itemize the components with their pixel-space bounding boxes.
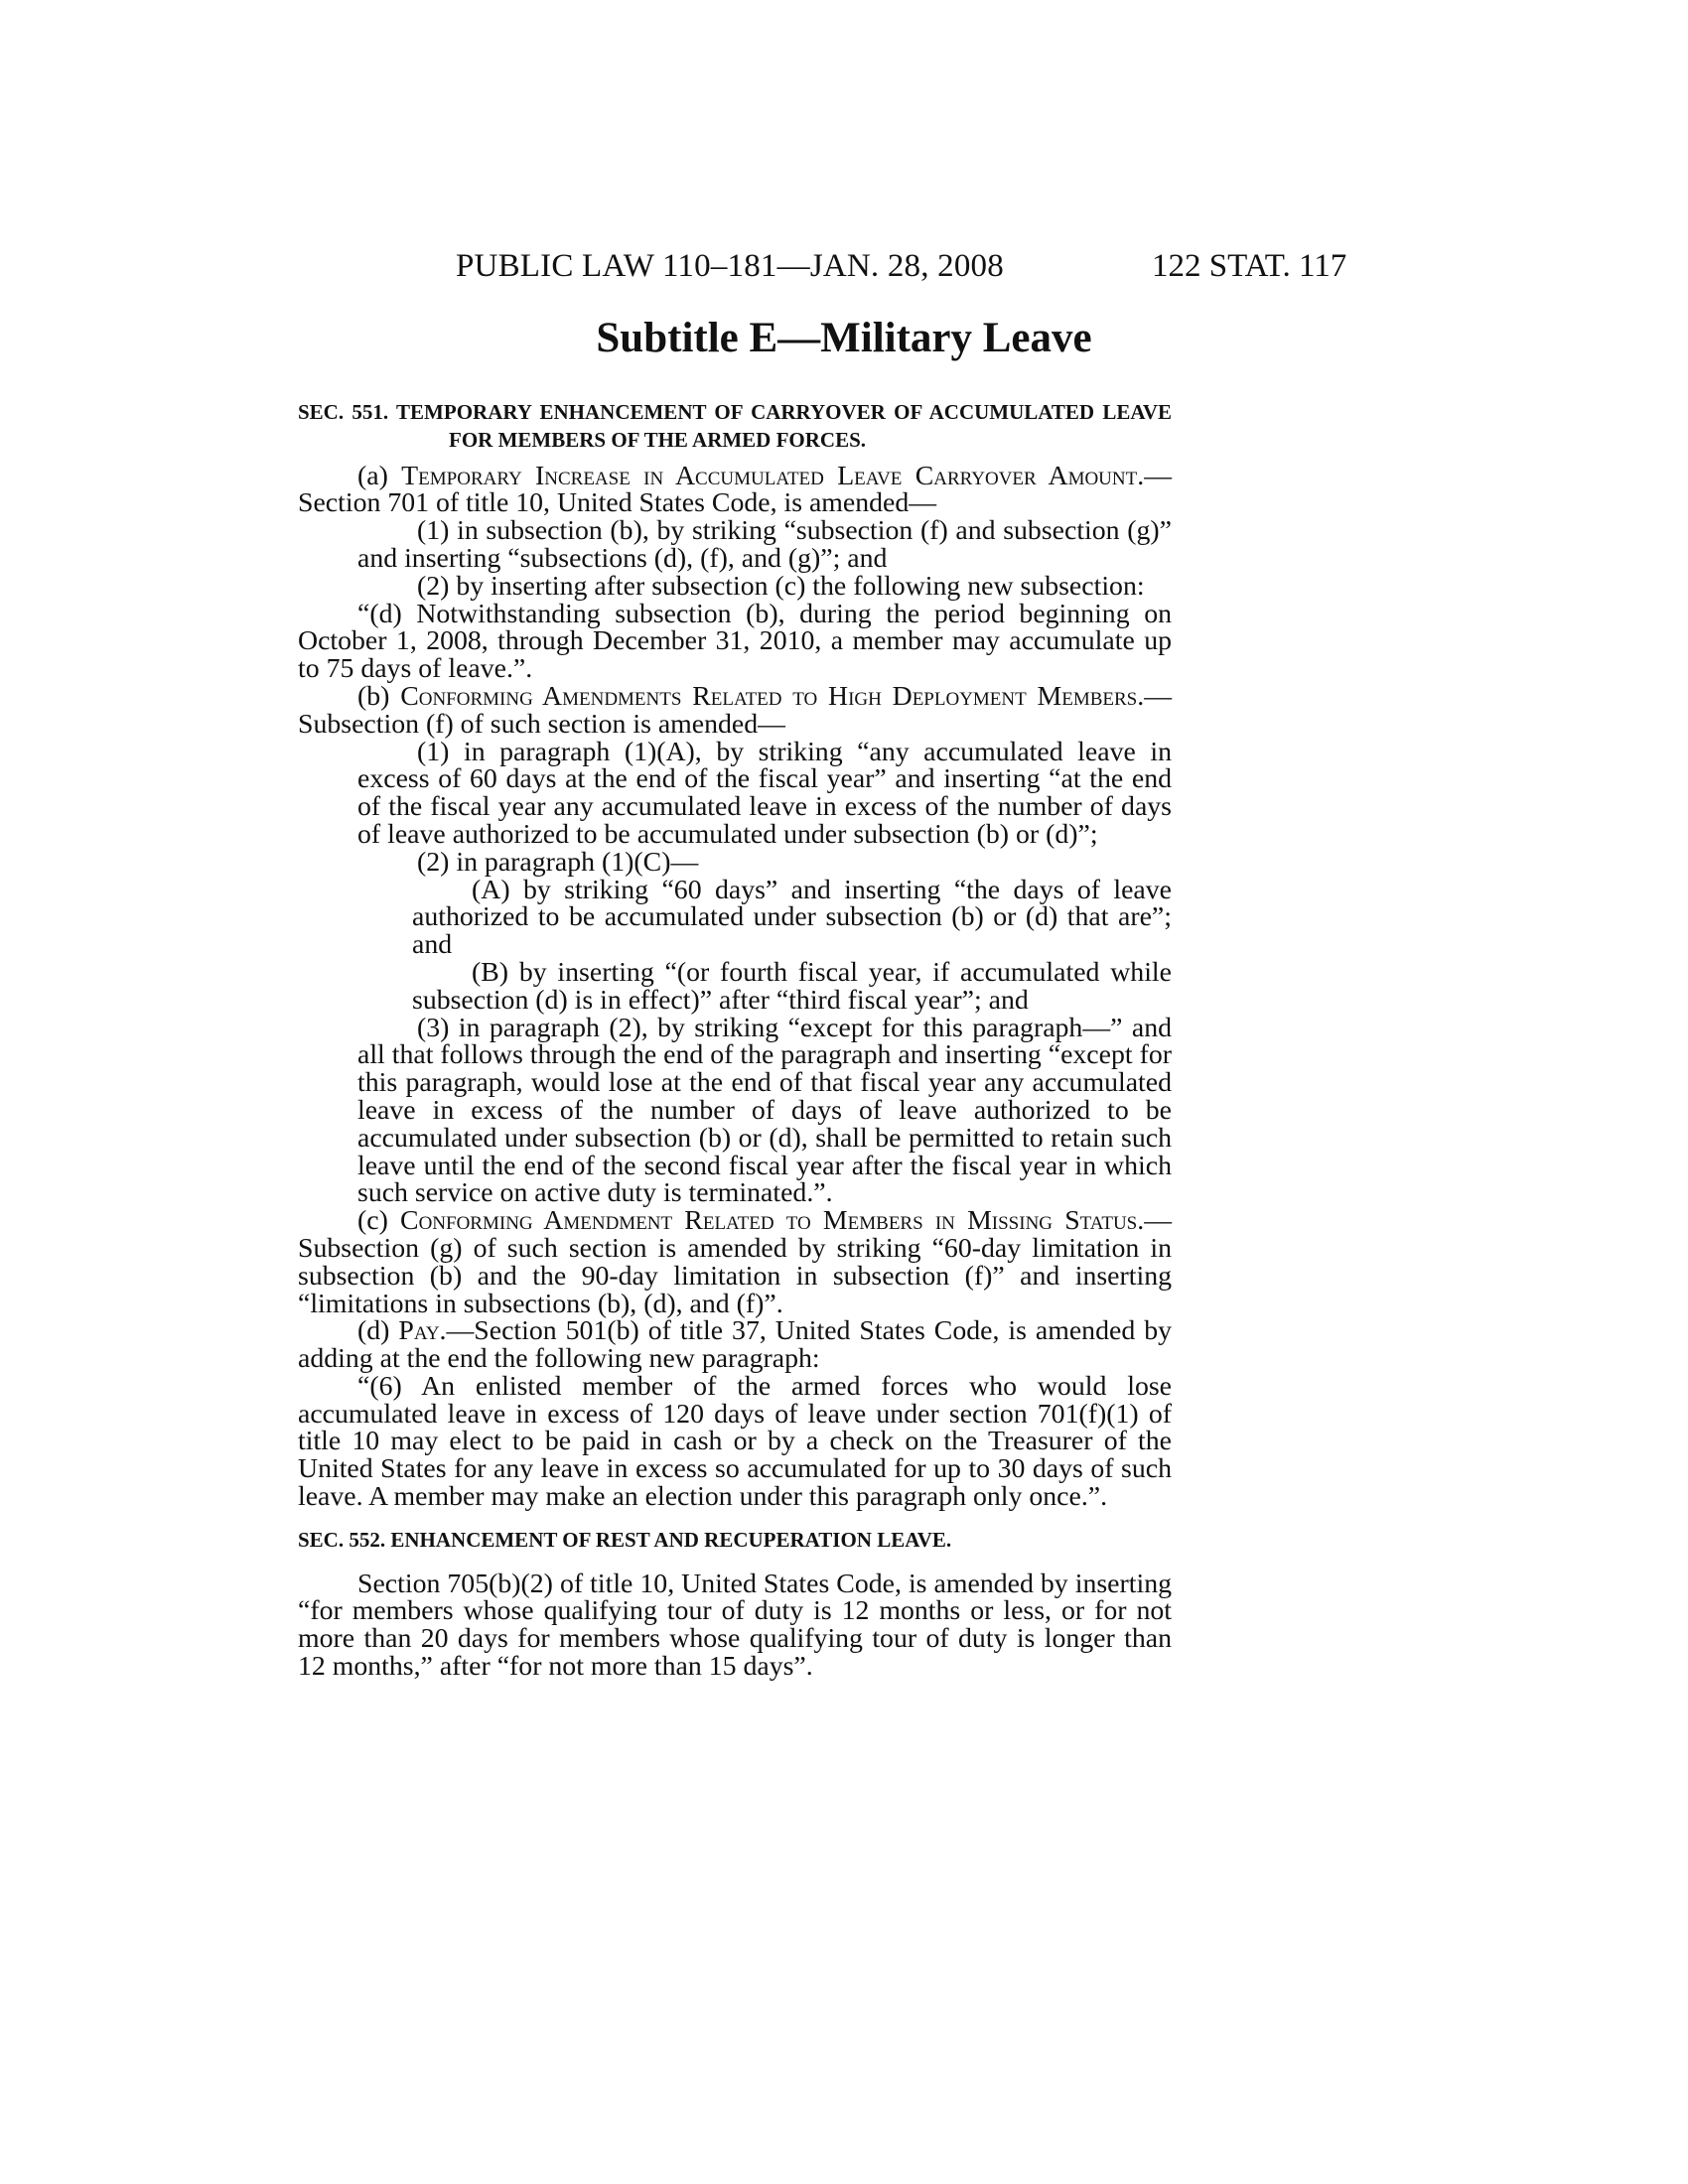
subparagraph-b2A: (A) by striking “60 days” and inserting “the days of leave authorized to be accumulated under subsection (b) or (d) that are”; and: [412, 874, 1172, 961]
subsection-a: (a) Temporary Increase in Accumulated Leave Carryover Amount.—Section 701 of title 10, United States Code, is amended—: [298, 460, 1172, 519]
paragraph-b3: (3) in paragraph (2), by striking “except for this paragraph—” and all that follows through the end of the paragraph and inserting “except for this paragraph, would lose at the end of that fiscal year any accumulated leave in excess of the number of days of leave authorized to be accumulated under subsection (b) or (d), shall be permitted to retain such leave until the end of the second fiscal year after the fiscal year in which such service on active duty is terminated.”.: [357, 1012, 1172, 1209]
subsection-c-caption: Conforming Amendment Related to Members in Missing Status.: [400, 1205, 1145, 1237]
subsection-d: (d) Pay.—Section 501(b) of title 37, United States Code, is amended by adding at the end the following new paragraph:: [298, 1315, 1172, 1375]
paragraph-b1: (1) in paragraph (1)(A), by striking “any accumulated leave in excess of 60 days at the end of the fiscal year” and inserting “at the end of the fiscal year any accumulated leave in excess of the number of days of leave authorized to be accumulated under subsection (b) or (d)”;: [357, 736, 1172, 850]
paragraph-b2: (2) in paragraph (1)(C)—: [417, 846, 699, 878]
section-552-text: Section 705(b)(2) of title 10, United States Code, is amended by inserting “for members whose qualifying tour of duty is 12 months or less, or for not more than 20 days for members whose qualifying tour of duty is longer than 12 months,” after “for not more than 15 days”.: [298, 1568, 1172, 1683]
subsection-a-caption: Temporary Increase in Accumulated Leave Carryover Amount.: [401, 460, 1145, 491]
document-body: [298, 399, 1172, 1681]
subsection-b-caption: Conforming Amendments Related to High Deployment Members.: [400, 680, 1145, 712]
running-header: PUBLIC LAW 110–181—JAN. 28, 2008: [456, 248, 1004, 284]
quoted-paragraph-6: “(6) An enlisted member of the armed forces who would lose accumulated leave in excess of 120 days of leave under section 701(f)(1) of title 10 may elect to be paid in cash or by a check on the Treasurer of the United States for any leave in excess so accumulated for up to 30 days of such leave. A member may make an election under this paragraph only once.”.: [298, 1370, 1172, 1513]
page-citation: 122 STAT. 117: [1152, 248, 1347, 284]
section-551-heading: SEC. 551. TEMPORARY ENHANCEMENT OF CARRYOVER OF ACCUMULATED LEAVE FOR MEMBERS OF THE ARMED FORCES.: [298, 400, 1172, 452]
subsection-b: (b) Conforming Amendments Related to High Deployment Members.—Subsection (f) of such section is amended—: [298, 680, 1172, 740]
paragraph-a2: (2) by inserting after subsection (c) the following new subsection:: [417, 570, 1145, 602]
subsection-d-caption: Pay.: [398, 1315, 447, 1347]
section-552-heading: SEC. 552. ENHANCEMENT OF REST AND RECUPERATION LEAVE.: [298, 1527, 952, 1552]
subtitle-heading: Subtitle E—Military Leave: [596, 315, 1092, 361]
quoted-subsection-d: “(d) Notwithstanding subsection (b), during the period beginning on October 1, 2008, through December 31, 2010, a member may accumulate up to 75 days of leave.”.: [298, 598, 1172, 685]
subsection-c: (c) Conforming Amendment Related to Members in Missing Status.—Subsection (g) of such section is amended by striking “60-day limitation in subsection (b) and the 90-day limitation in subsection (f)” and inserting “limitations in subsections (b), (d), and (f)”.: [298, 1205, 1172, 1319]
paragraph-a1: (1) in subsection (b), by striking “subsection (f) and subsection (g)” and inserting “subsections (d), (f), and (g)”; and: [357, 515, 1172, 574]
subparagraph-b2B: (B) by inserting “(or fourth fiscal year, if accumulated while subsection (d) is in effect)” after “third fiscal year”; and: [412, 956, 1172, 1016]
